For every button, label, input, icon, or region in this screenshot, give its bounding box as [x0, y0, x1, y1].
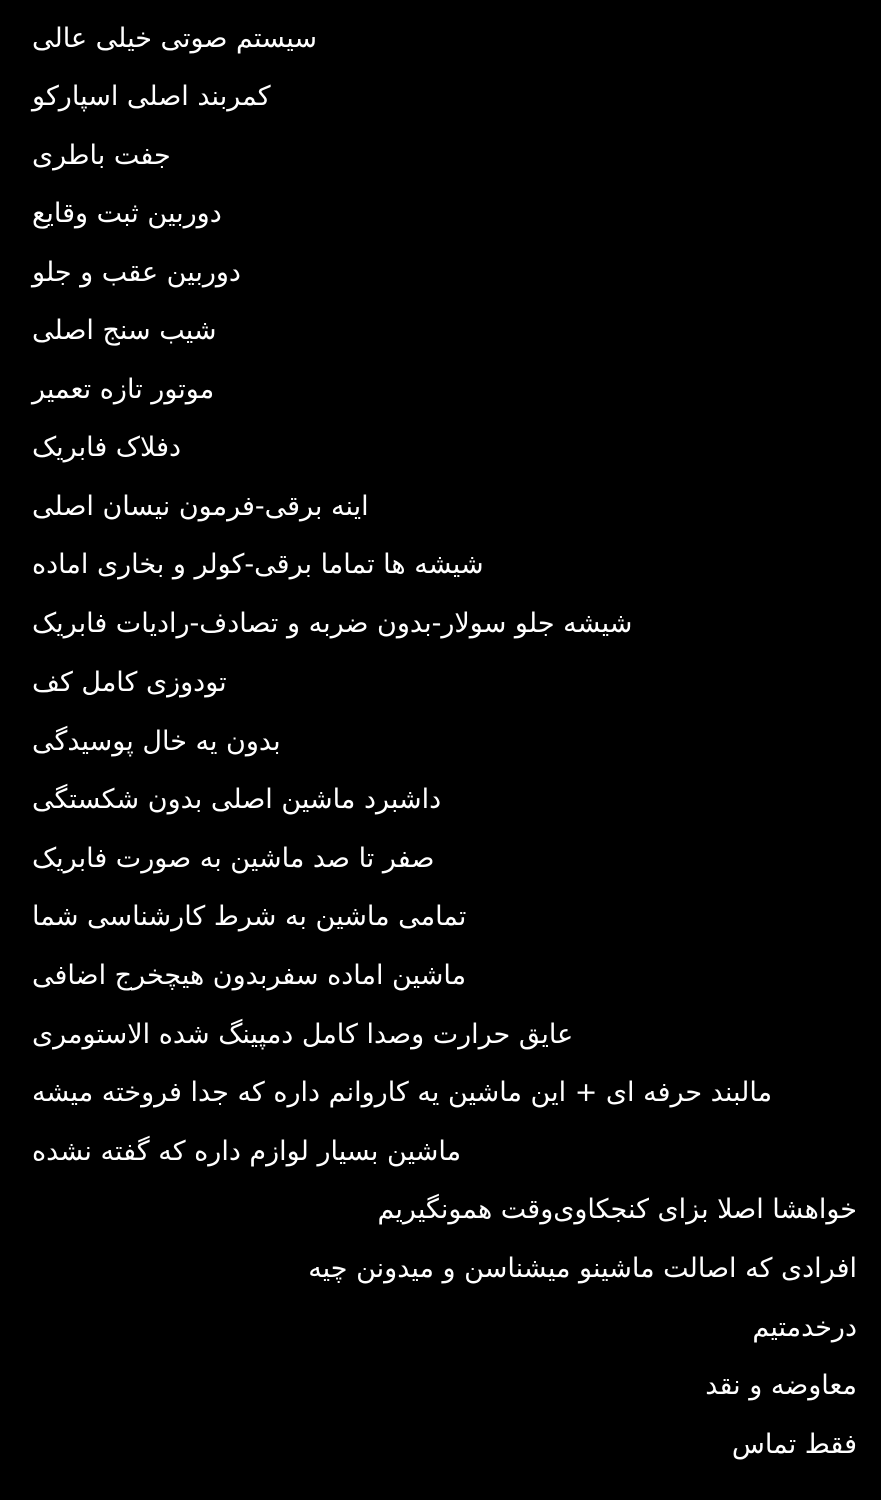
description-line: شیشه ها تماما برقی-کولر و بخاری اماده [32, 549, 484, 580]
description-line: دوربین ثبت وقایع [32, 198, 222, 229]
description-line: ماشین اماده سفربدون هیچخرج اضافی [32, 960, 467, 991]
description-line: شیشه جلو سولار-بدون ضربه و تصادف-رادیات فابریک [32, 608, 633, 639]
description-line: درخدمتیم [752, 1312, 857, 1343]
description-line: اینه برقی-فرمون نیسان اصلی [32, 491, 369, 522]
description-line: سیستم صوتی خیلی عالی [32, 23, 317, 54]
description-line: تمامی ماشین به شرط کارشناسی شما [32, 901, 467, 932]
description-line: موتور تازه تعمیر [32, 374, 215, 405]
description-line: دفلاک فابریک [32, 432, 182, 463]
description-line: تودوزی کامل کف [32, 667, 227, 698]
description-line: بدون یه خال پوسیدگی [32, 726, 281, 757]
description-line: خواهشا اصلا بزای کنجکاوی‌وقت همونگیریم [377, 1194, 857, 1225]
description-line: معاوضه و نقد [705, 1370, 857, 1401]
description-line: فقط تماس [731, 1429, 857, 1460]
description-line: داشبرد ماشین اصلی بدون شکستگی [32, 784, 442, 815]
description-line: کمربند اصلی اسپارکو [32, 81, 271, 112]
description-line: مالبند حرفه ای + این ماشین یه کاروانم داره که جدا فروخته میشه [32, 1077, 773, 1108]
description-line: عایق حرارت وصدا کامل دمپینگ شده الاستومری [32, 1019, 574, 1050]
description-line: ماشین بسیار لوازم داره که گفته نشده [32, 1136, 462, 1167]
description-line: صفر تا صد ماشین به صورت فابریک [32, 843, 435, 874]
description-line: شیب سنج اصلی [32, 315, 217, 346]
description-line: جفت باطری [32, 140, 171, 171]
description-line: افرادی که اصالت ماشینو میشناسن و میدونن چیه [308, 1253, 857, 1284]
description-line: دوربین عقب و جلو [32, 257, 241, 288]
